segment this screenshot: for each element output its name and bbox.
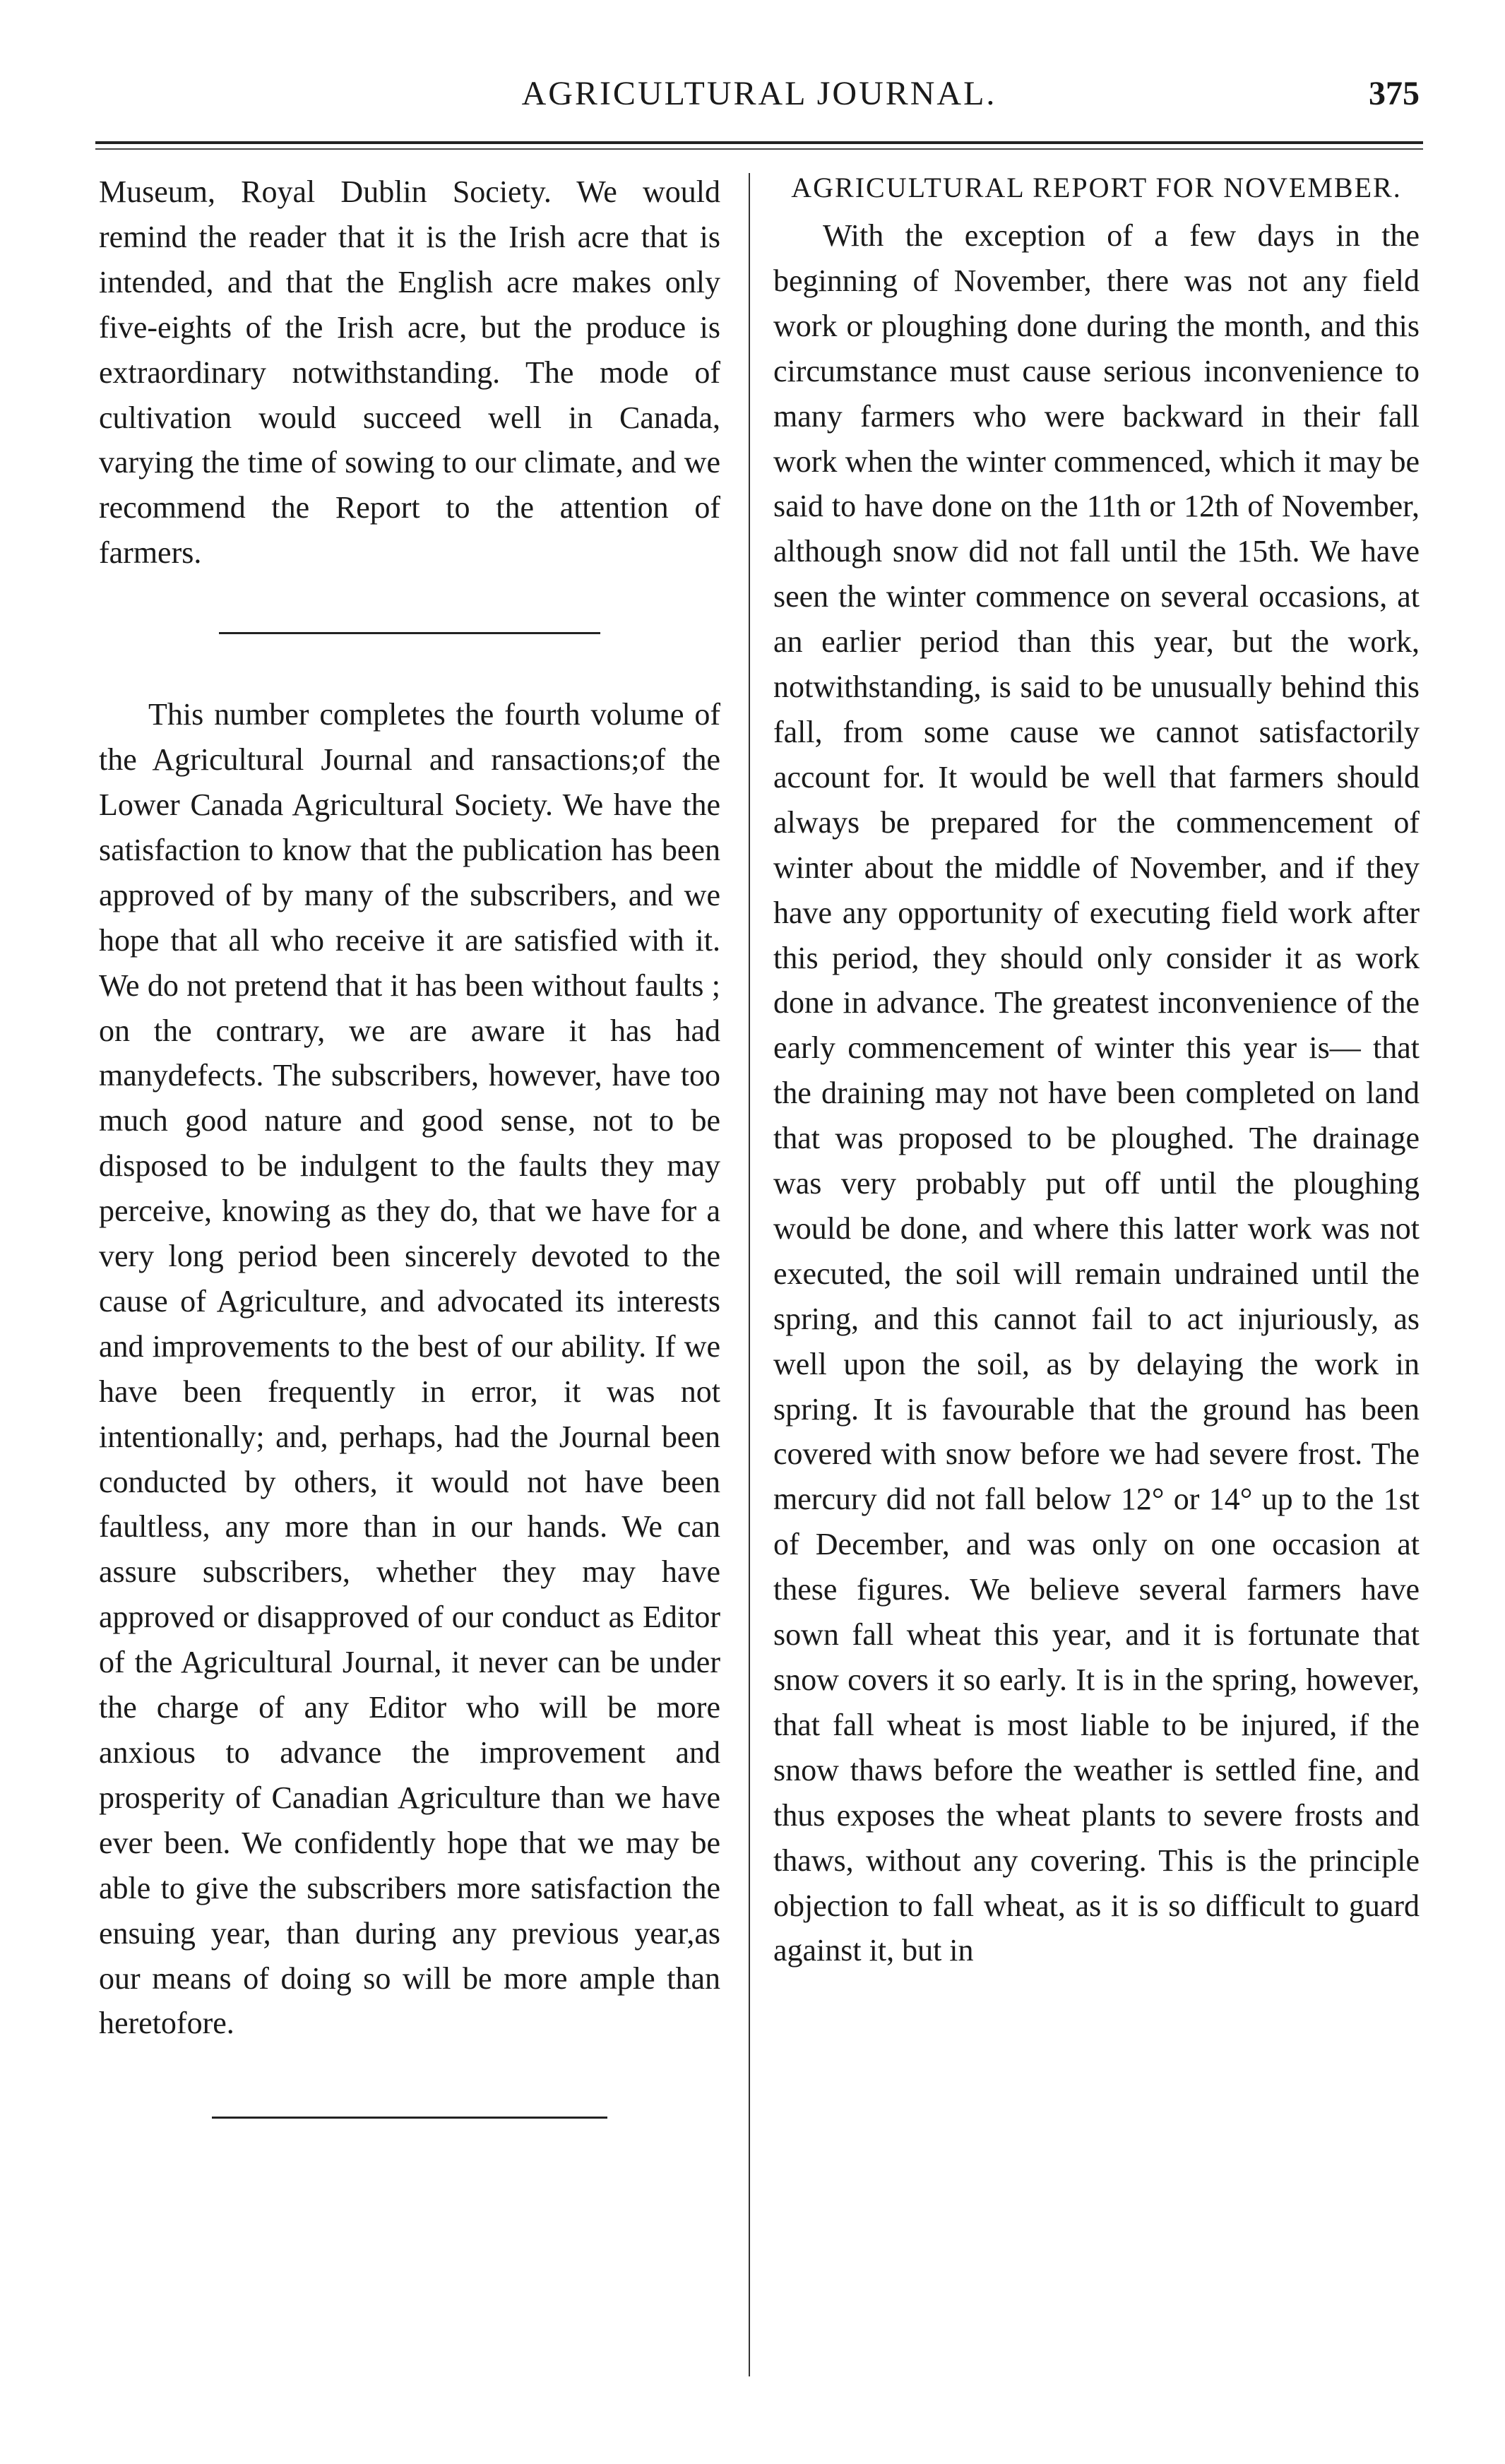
- closing-paragraph: This number completes the fourth volume of the Agricultural Journal and ransactions;of the Lower Canada Agricultural Society. We have the satisfaction to know that the publication has been approved of by many of the subscribers, and we hope that all who receive it are satisfied with it. We do not pretend that it has been without faults ; on the contrary, we are aware it has had manydefects. The subscribers, however, have too much good nature and good sense, not to be disposed to be indulgent to the faults they may perceive, knowing as they do, that we have for a very long period been sincerely devoted to the cause of Agriculture, and advocated its interests and improvements to the best of our ability. If we have been frequently in error, it was not intentionally; and, perhaps, had the Journal been conducted by others, it would not have been faultless, any more than in our hands. We can assure subscribers, whether they may have approved or disapproved of our conduct as Editor of the Agricultural Journal, it never can be under the charge of any Editor who will be more anxious to advance the improvement and prosperity of Canadian Agriculture than we have ever been. We confidently hope that we may be able to give the subscribers more satisfaction the ensuing year, than during any previous year,as our means of doing so will be more ample than heretofore.: [99, 697, 720, 2041]
- left-column: [99, 169, 720, 2119]
- header-rule: [95, 141, 1423, 144]
- running-head: AGRICULTURAL JOURNAL.: [521, 75, 997, 112]
- section-divider: [219, 632, 600, 634]
- report-title: AGRICULTURAL REPORT FOR NOVEMBER.: [791, 172, 1402, 203]
- end-divider: [212, 2117, 607, 2119]
- page-number: 375: [1369, 75, 1420, 112]
- header-rule-thin: [95, 148, 1423, 150]
- right-column: [773, 169, 1420, 1973]
- column-divider: [749, 173, 750, 2376]
- continued-paragraph: Museum, Royal Dublin Society. We would remind the reader that it is the Irish acre that is intended, and that the English acre makes only five-eights of the Irish acre, but the produce is extraordinary notwithstanding. The mode of cultivation would succeed well in Canada, varying the time of sowing to our climate, and we recommend the Report to the attention of farmers.: [99, 174, 720, 571]
- page-header: [99, 74, 1420, 124]
- report-body: With the exception of a few days in the beginning of November, there was not any field work or ploughing done during the month, and this circumstance must cause serious inconvenience to many farmers who were backward in their fall work when the winter commenced, which it may be said to have done on the 11th or 12th of November, although snow did not fall until the 15th. We have seen the winter commence on several occasions, at an earlier period than this year, but the work, notwithstanding, is said to be unusually behind this fall, from some cause we cannot satisfactorily account for. It would be well that farmers should always be prepared for the commencement of winter about the middle of November, and if they have any opportunity of executing field work after this period, they should only consider it as work done in advance. The greatest inconvenience of the early commencement of winter this year is— that the draining may not have been completed on land that was proposed to be ploughed. The drainage was very probably put off until the ploughing would be done, and where this latter work was not executed, the soil will remain undrained until the spring, and this cannot fail to act injuriously, as well upon the soil, as by delaying the work in spring. It is favourable that the ground has been covered with snow before we had severe frost. The mercury did not fall below 12° or 14° up to the 1st of December, and was only on one occasion at these figures. We believe several farmers have sown fall wheat this year, and it is fortunate that snow covers it so early. It is in the spring, however, that fall wheat is most liable to be injured, if the snow thaws before the weather is settled fine, and thus exposes the wheat plants to severe frosts and thaws, without any covering. This is the principle objection to fall wheat, as it is so difficult to guard against it, but in: [773, 218, 1420, 1968]
